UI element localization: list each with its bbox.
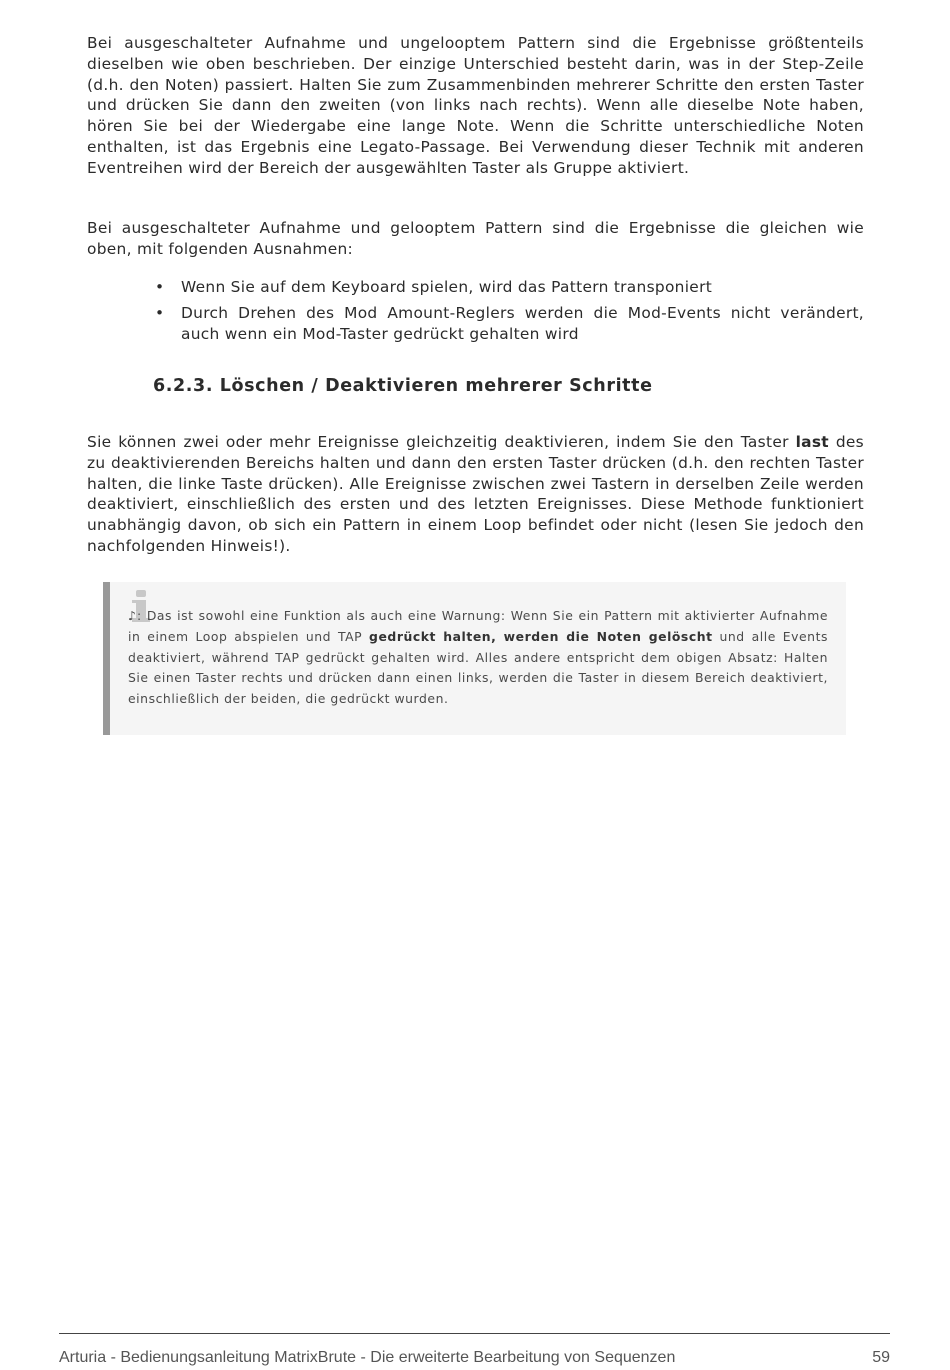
note-box: [103, 582, 846, 735]
paragraph-looped-pattern: Bei ausgeschalteter Aufnahme und gelooptem Pattern sind die Ergebnisse die gleichen wie oben, mit folgenden Ausnahmen:: [87, 219, 864, 258]
footer-divider: [59, 1333, 890, 1334]
section-heading: 6.2.3. Löschen / Deaktivieren mehrerer Schritte: [153, 376, 653, 396]
page-number: 59: [872, 1349, 890, 1366]
exception-list: [155, 277, 864, 349]
bullet-symbol: •: [155, 278, 165, 296]
list-item-text: Durch Drehen des Mod Amount-Reglers werden die Mod-Events nicht verändert, auch wenn ein Mod-Taster gedrückt gehalten wird: [181, 303, 864, 343]
list-item-text: Wenn Sie auf dem Keyboard spielen, wird das Pattern transponiert: [181, 278, 713, 296]
list-item: [155, 303, 864, 345]
note-lead: ♪: Das ist sowohl eine Funktion als auch eine Warnung: Wenn Sie ein Pattern mit aktivierter Aufnahme in einem Loop abspielen und TAP: [128, 608, 828, 644]
bold-term: last: [795, 433, 829, 451]
paragraph-text: des zu deaktivierenden Bereichs halten und dann den ersten Taster drücken (d.h. den rechten Taster halten, die linke Taste drücken). Alle Ereignisse zwischen zwei Tastern in derselben Zeile werden deaktiviert, einschließlich des ersten und des letzten Ereignisses. Diese Methode funktioniert unabhängig davon, ob sich ein Pattern in einem Loop befindet oder nicht (lesen Sie jedoch den nachfolgenden Hinweis!).: [87, 433, 864, 555]
note-bold: gedrückt halten, werden die Noten gelöscht: [369, 628, 713, 644]
note-rest: und alle Events deaktiviert, während TAP gedrückt gehalten wird. Alles andere entspricht dem obigen Absatz: Halten Sie einen Taster rechts und drücken dann einen links, werden die Taster in diesem Bereich deaktiviert, einschließlich der beiden, die gedrückt wurden.: [128, 628, 828, 707]
list-item: [155, 277, 864, 298]
paragraph-text: Sie können zwei oder mehr Ereignisse gleichzeitig deaktivieren, indem Sie den Taster: [87, 433, 796, 451]
note-text: [128, 606, 828, 710]
paragraph-untied-steps: Bei ausgeschalteter Aufnahme und ungelooptem Pattern sind die Ergebnisse größtenteils dieselben wie oben beschrieben. Der einzige Unterschied besteht darin, was in der Step-Zeile (d.h. den Noten) passiert. Halten Sie zum Zusammenbinden mehrerer Schritte den ersten Taster und drücken Sie dann den zweiten (von links nach rechts). Wenn alle dieselbe Note haben, hören Sie bei der Wiedergabe eine lange Note. Wenn die Schritte unterschiedliche Noten enthalten, ist das Ergebnis eine Legato-Passage. Bei Verwendung dieser Technik mit anderen Eventreihen wird der Bereich der ausgewählten Taster als Gruppe aktiviert.: [87, 34, 864, 177]
paragraph-delete-steps: [87, 432, 864, 557]
footer-title: Arturia - Bedienungsanleitung MatrixBrute - Die erweiterte Bearbeitung von Sequenzen: [59, 1349, 676, 1366]
bullet-symbol: •: [155, 303, 165, 322]
